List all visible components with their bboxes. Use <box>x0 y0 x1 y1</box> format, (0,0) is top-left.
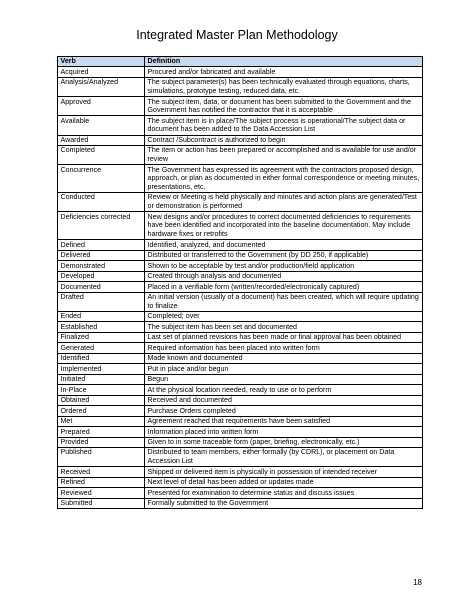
verb-cell: Conducted <box>58 193 145 212</box>
table-header-row <box>58 57 423 67</box>
definition-cell: Information placed into written form <box>145 427 423 437</box>
definition-cell: Received and documented <box>145 395 423 405</box>
table-row <box>58 311 423 321</box>
table-row <box>58 292 423 311</box>
column-header-verb: Verb <box>58 57 145 67</box>
verb-cell: In-Place <box>58 385 145 395</box>
table-row <box>58 437 423 447</box>
table-row <box>58 332 423 342</box>
definition-cell: Procured and/or fabricated and available <box>145 67 423 77</box>
verb-cell: Approved <box>58 97 145 116</box>
table-body <box>58 67 423 509</box>
verb-cell: Delivered <box>58 250 145 260</box>
verb-cell: Finalized <box>58 332 145 342</box>
definition-cell: Distributed or transferred to the Government (by DD 250, if applicable) <box>145 250 423 260</box>
definition-cell: Begun <box>145 374 423 384</box>
table-row <box>58 193 423 212</box>
table-row <box>58 250 423 260</box>
definition-cell: Contract /Subcontract is authorized to begin <box>145 135 423 145</box>
table-row <box>58 67 423 77</box>
definition-cell: New designs and/or procedures to correct documented deficiencies to requirements have been identified and incorporated into the baseline documentation. May include hardware fixes or retrofits <box>145 212 423 240</box>
definition-cell: The subject parameter(s) has been technically evaluated through equations, charts, simulations, prototype testing, reduced data, etc. <box>145 77 423 96</box>
verb-cell: Initiated <box>58 374 145 384</box>
verb-cell: Demonstrated <box>58 261 145 271</box>
verb-cell: Documented <box>58 282 145 292</box>
table-row <box>58 406 423 416</box>
table-row <box>58 467 423 477</box>
verb-cell: Refined <box>58 477 145 487</box>
table-row <box>58 448 423 467</box>
verb-cell: Provided <box>58 437 145 447</box>
table-row <box>58 477 423 487</box>
table-row <box>58 240 423 250</box>
definition-cell: Last set of planned revisions has been made or final approval has been obtained <box>145 332 423 342</box>
definition-cell: The item or action has been prepared or accomplished and is available for use and/or review <box>145 146 423 165</box>
verb-cell: Awarded <box>58 135 145 145</box>
table-row <box>58 416 423 426</box>
table-row <box>58 135 423 145</box>
definition-cell: Next level of detail has been added or updates made <box>145 477 423 487</box>
definition-cell: Completed; over <box>145 311 423 321</box>
definition-cell: Required information has been placed into written form <box>145 343 423 353</box>
table-row <box>58 165 423 193</box>
definition-cell: Agreement reached that requirements have been satisfied <box>145 416 423 426</box>
column-header-definition: Definition <box>145 57 423 67</box>
definition-cell: Identified, analyzed, and documented <box>145 240 423 250</box>
definition-cell: The subject item is in place/The subject process is operational/The subject data or document has been added to the Data Accession List <box>145 116 423 135</box>
definition-cell: The subject item has been set and documented <box>145 322 423 332</box>
table-row <box>58 343 423 353</box>
table-row <box>58 212 423 240</box>
verb-cell: Analysis/Analyzed <box>58 77 145 96</box>
definition-cell: The Government has expressed its agreement with the contractors proposed design, approach, or plan as documented in either formal correspondence or meeting minutes, presentations, etc. <box>145 165 423 193</box>
verb-cell: Submitted <box>58 498 145 508</box>
table-row <box>58 261 423 271</box>
table-row <box>58 146 423 165</box>
definition-cell: Given to in some traceable form (paper, briefing, electronically, etc.) <box>145 437 423 447</box>
definition-cell: Shipped or delivered item is physically in possession of intended receiver <box>145 467 423 477</box>
table-row <box>58 322 423 332</box>
verb-cell: Available <box>58 116 145 135</box>
verb-cell: Acquired <box>58 67 145 77</box>
table-row <box>58 374 423 384</box>
verb-cell: Reviewed <box>58 488 145 498</box>
definition-cell: An initial version (usually of a document) has been created, which will require updating to finalize <box>145 292 423 311</box>
verb-definition-table <box>57 56 423 509</box>
verb-cell: Deficiencies corrected <box>58 212 145 240</box>
definition-cell: Placed in a verifiable form (written/recorded/electronically captured) <box>145 282 423 292</box>
verb-cell: Identified <box>58 353 145 363</box>
table-row <box>58 427 423 437</box>
verb-cell: Published <box>58 448 145 467</box>
verb-cell: Prepared <box>58 427 145 437</box>
definition-cell: Created through analysis and documented <box>145 271 423 281</box>
table-row <box>58 271 423 281</box>
table-row <box>58 364 423 374</box>
table-row <box>58 97 423 116</box>
verb-cell: Obtained <box>58 395 145 405</box>
table-row <box>58 282 423 292</box>
table-row <box>58 488 423 498</box>
table-row <box>58 395 423 405</box>
definition-cell: Made known and documented <box>145 353 423 363</box>
verb-cell: Met <box>58 416 145 426</box>
verb-cell: Concurrence <box>58 165 145 193</box>
definition-cell: Presented for examination to determine status and discuss issues <box>145 488 423 498</box>
verb-cell: Generated <box>58 343 145 353</box>
verb-cell: Developed <box>58 271 145 281</box>
page-title: Integrated Master Plan Methodology <box>136 28 338 42</box>
definition-cell: Purchase Orders completed <box>145 406 423 416</box>
verb-cell: Drafted <box>58 292 145 311</box>
table-row <box>58 385 423 395</box>
definition-cell: At the physical location needed, ready to use or to perform <box>145 385 423 395</box>
definition-cell: The subject item, data, or document has been submitted to the Government and the Government has notified the contractor that it is acceptable <box>145 97 423 116</box>
table-row <box>58 116 423 135</box>
verb-cell: Implemented <box>58 364 145 374</box>
definition-cell: Formally submitted to the Government <box>145 498 423 508</box>
verb-cell: Ended <box>58 311 145 321</box>
verb-cell: Defined <box>58 240 145 250</box>
definition-cell: Put in place and/or begun <box>145 364 423 374</box>
table-row <box>58 498 423 508</box>
verb-cell: Received <box>58 467 145 477</box>
table-row <box>58 77 423 96</box>
verb-cell: Ordered <box>58 406 145 416</box>
definition-cell: Review or Meeting is held physically and minutes and action plans are generated/Test or demonstration is performed <box>145 193 423 212</box>
verb-cell: Established <box>58 322 145 332</box>
page-number: 18 <box>413 578 422 587</box>
definition-cell: Distributed to team members, either formally (by CDRL), or placement on Data Accession List <box>145 448 423 467</box>
verb-cell: Completed <box>58 146 145 165</box>
table-row <box>58 353 423 363</box>
definition-cell: Shown to be acceptable by test and/or production/field application <box>145 261 423 271</box>
